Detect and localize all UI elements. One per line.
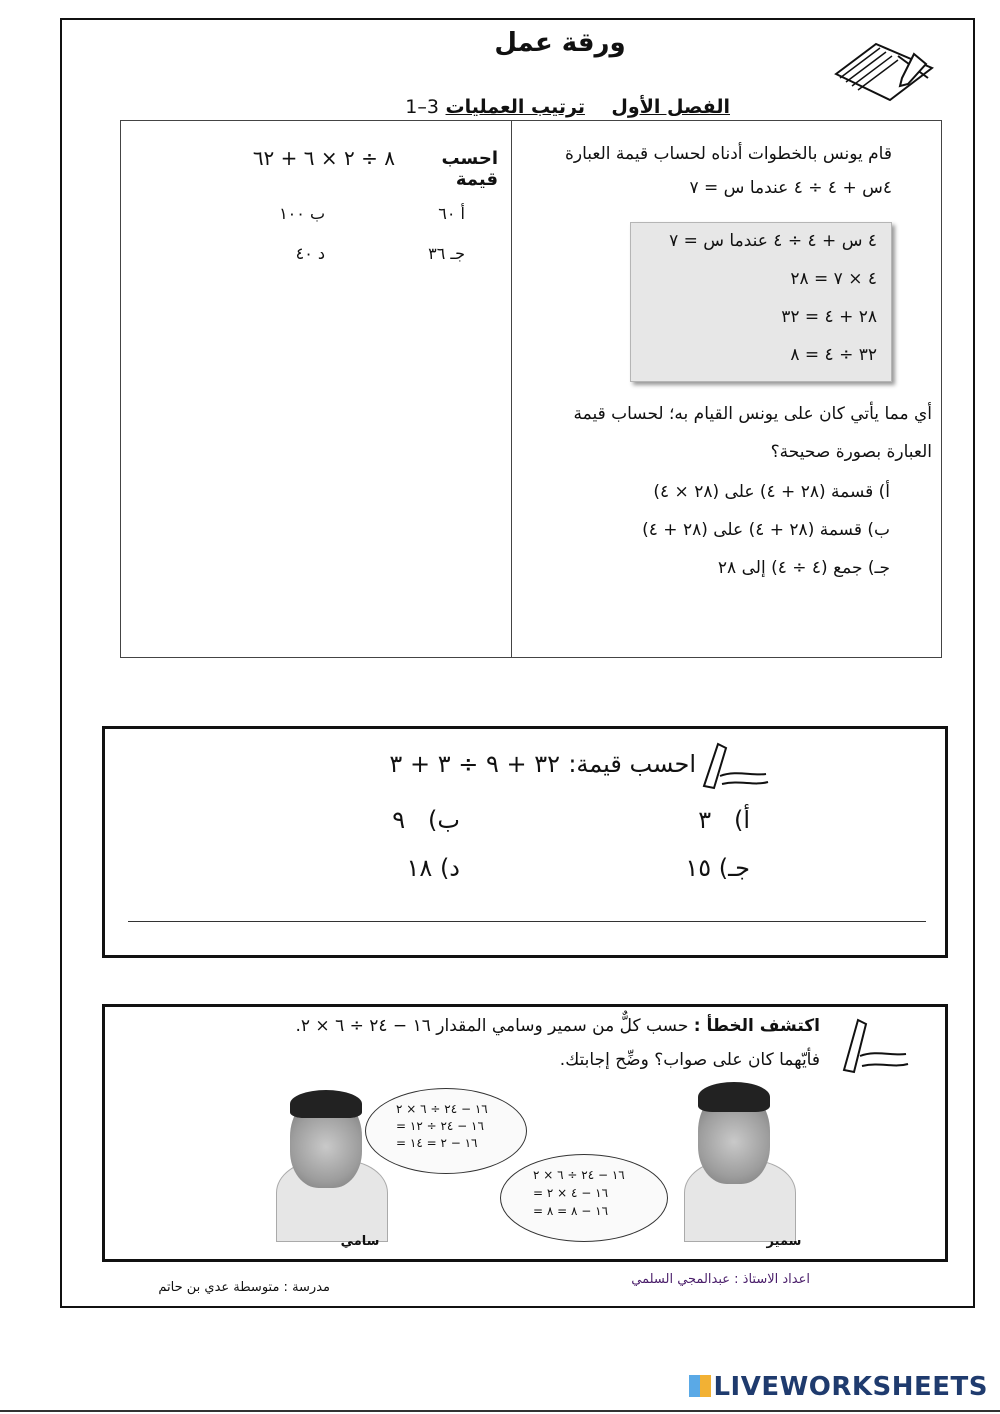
pen-icon [700,740,772,792]
left-option-d[interactable] [255,244,325,263]
middle-prompt: احسب قيمة: [568,750,696,778]
answer-line [128,921,926,922]
step-line: ٤ س + ٤ ÷ ٤ عندما س = ٧ [669,231,877,251]
bubble-line: = ١٦ − ٢٤ ÷ ١٢ [396,1119,484,1133]
option-value: ٦٠ [438,204,456,223]
error-text-line1: حسب كلٌّ من سمير وسامي المقدار ١٦ − ٢٤ ÷ ٦ × ٢. [295,1016,689,1036]
left-option-a[interactable] [405,204,465,223]
liveworksheets-logo-icon [689,1375,711,1397]
option-label: ب) [428,806,460,834]
step-line: ٤ × ٧ = ٢٨ [790,269,877,289]
option-label: أ [460,204,465,223]
option-value: ١٠٠ [279,204,305,223]
sami-hair [290,1090,362,1118]
error-heading-line [220,1016,820,1036]
middle-option-a[interactable] [640,806,750,834]
right-intro-line1: قام يونس بالخطوات أدناه لحساب قيمة العبارة [564,144,892,164]
question-line2: العبارة بصورة صحيحة؟ [770,442,932,462]
option-label: د) [439,854,460,882]
lesson-number: 3–1 [405,96,439,118]
sami-name: سامي [340,1234,380,1249]
left-option-c[interactable] [405,244,465,263]
left-expression: ٨ ÷ ٢ × ٦ + ٦٢ [252,146,395,170]
left-option-b[interactable] [255,204,325,223]
school-name: مدرسة : متوسطة عدي بن حاتم [158,1280,330,1295]
bubble-line: = ١٦ − ٢ = ١٤ [396,1136,478,1150]
left-prompt: احسب قيمة [441,148,498,190]
choice-b[interactable]: ب) قسمة (٢٨ + ٤) على (٢٨ + ٤) [642,520,890,540]
option-value: ١٥ [685,854,712,882]
bubble-line: ١٦ − ٢٤ ÷ ٦ × ٢ [396,1102,488,1116]
option-label: أ) [733,806,750,834]
bubble-line: = ١٦ − ٤ × ٢ [533,1186,609,1200]
middle-option-c[interactable] [640,854,750,882]
sami-speech-bubble [365,1088,527,1174]
samir-speech-bubble [500,1154,668,1242]
notebook-pencil-icon [828,34,940,104]
error-heading: اكتشف الخطأ : [693,1016,820,1036]
chapter-heading [300,96,730,118]
middle-option-d[interactable] [340,854,460,882]
step-line: ٣٢ ÷ ٤ = ٨ [790,345,877,365]
option-label: د [317,244,325,263]
option-value: ٩ [392,806,406,834]
chapter-label: الفصل الأول [611,96,730,118]
liveworksheets-logo [689,1372,988,1402]
step-line: ٢٨ + ٤ = ٣٢ [781,307,877,327]
right-intro-line2: ٤س + ٤ ÷ ٤ عندما س = ٧ [689,178,892,198]
prepared-by: اعداد الاستاذ : عبدالمجي السلمي [631,1272,810,1287]
option-value: ٣٦ [428,244,446,263]
error-text-line2: فأيّهما كان على صواب؟ وضِّح إجابتك. [559,1050,820,1070]
middle-option-b[interactable] [340,806,460,834]
option-value: ١٨ [406,854,433,882]
question-line1: أي مما يأتي كان على يونس القيام به؛ لحساب قيمة [573,404,932,424]
lesson-label: ترتيب العمليات [445,96,585,118]
pen-icon [840,1016,912,1076]
option-label: جـ [450,244,465,263]
column-divider [511,120,512,658]
option-value: ٤٠ [295,244,313,263]
logo-text: LIVEWORKSHEETS [713,1372,988,1402]
samir-hair [698,1082,770,1112]
choice-a[interactable]: أ) قسمة (٢٨ + ٤) على (٢٨ × ٤) [653,482,890,502]
samir-name: سمير [766,1234,802,1249]
page-bottom-rule [0,1410,1000,1412]
bubble-line: ١٦ − ٢٤ ÷ ٦ × ٢ [533,1168,625,1182]
choice-c[interactable]: جـ) جمع (٤ ÷ ٤) إلى ٢٨ [717,558,890,578]
bubble-line: = ١٦ − ٨ = ٨ [533,1204,609,1218]
middle-expression: ٣٢ + ٩ ÷ ٣ + ٣ [389,750,560,778]
worksheet-title: ورقة عمل [494,28,626,58]
option-label: ب [309,204,325,223]
steps-box [630,222,892,382]
option-label: جـ) [718,854,750,882]
option-value: ٣ [698,806,712,834]
